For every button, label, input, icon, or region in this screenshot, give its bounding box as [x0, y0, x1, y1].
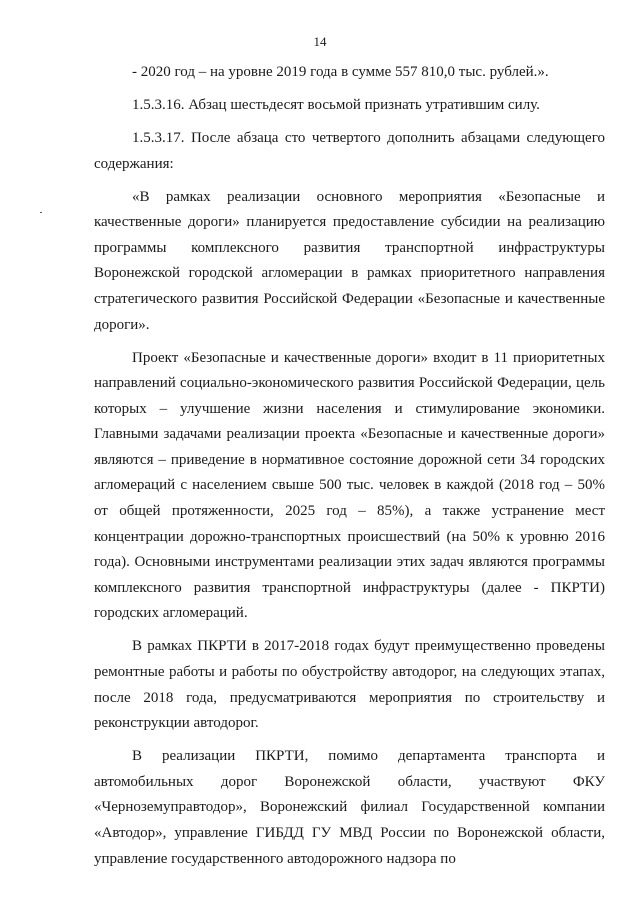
paragraph-1-5-3-17: 1.5.3.17. После абзаца сто четвертого дополнить абзацами следующего содержания:: [94, 129, 605, 172]
margin-mark: [40, 212, 42, 213]
paragraph-pkrti-works: В рамках ПКРТИ в 2017-2018 годах будут преимущественно проведены ремонтные работы и работы по обустройству автодорог, на следующих этапах, после 2018 года, предусматриваются мероприятия по строительству и реконструкции автодорог.: [94, 638, 605, 732]
paragraph-subsidy: «В рамках реализации основного мероприятия «Безопасные и качественные дороги» планируется предоставление субсидии на реализацию программы комплексного развития транспортной инфраструктуры Воронежской городской агломерации в рамках приоритетного направления стратегического развития Российской Федерации «Безопасные и качественные дороги».: [94, 188, 605, 333]
page-number: 14: [313, 34, 327, 49]
paragraph-project-description: Проект «Безопасные и качественные дороги» входит в 11 приоритетных направлений социально-экономического развития Российской Федерации, цель которых – улучшение жизни населения и стимулирование экономики. Главными задачами реализации проекта «Безопасные и качественные дороги» являются – приведение в нормативное состояние дорожной сети 34 городских агломераций с населением свыше 500 тыс. человек в каждой (2018 год – 50% от общей протяженности, 2025 год – 85%), а также устранение мест концентрации дорожно-транспортных происшествий (на 50% к уровню 2016 года). Основными инструментами реализации этих задач являются программы комплексного развития транспортной инфраструктуры (далее - ПКРТИ) городских агломераций.: [94, 349, 605, 622]
document-body: [94, 60, 605, 872]
paragraph-budget-2020: - 2020 год – на уровне 2019 года в сумме 557 810,0 тыс. рублей.».: [132, 64, 549, 80]
paragraph-participants: В реализации ПКРТИ, помимо департамента транспорта и автомобильных дорог Воронежской области, участвуют ФКУ «Черноземуправтодор», Воронежский филиал Государственной компании «Автодор», управление ГИБДД ГУ МВД России по Воронежской области, управление государственного автодорожного надзора по: [94, 748, 605, 867]
paragraph-1-5-3-16: 1.5.3.16. Абзац шестьдесят восьмой признать утратившим силу.: [132, 96, 540, 113]
